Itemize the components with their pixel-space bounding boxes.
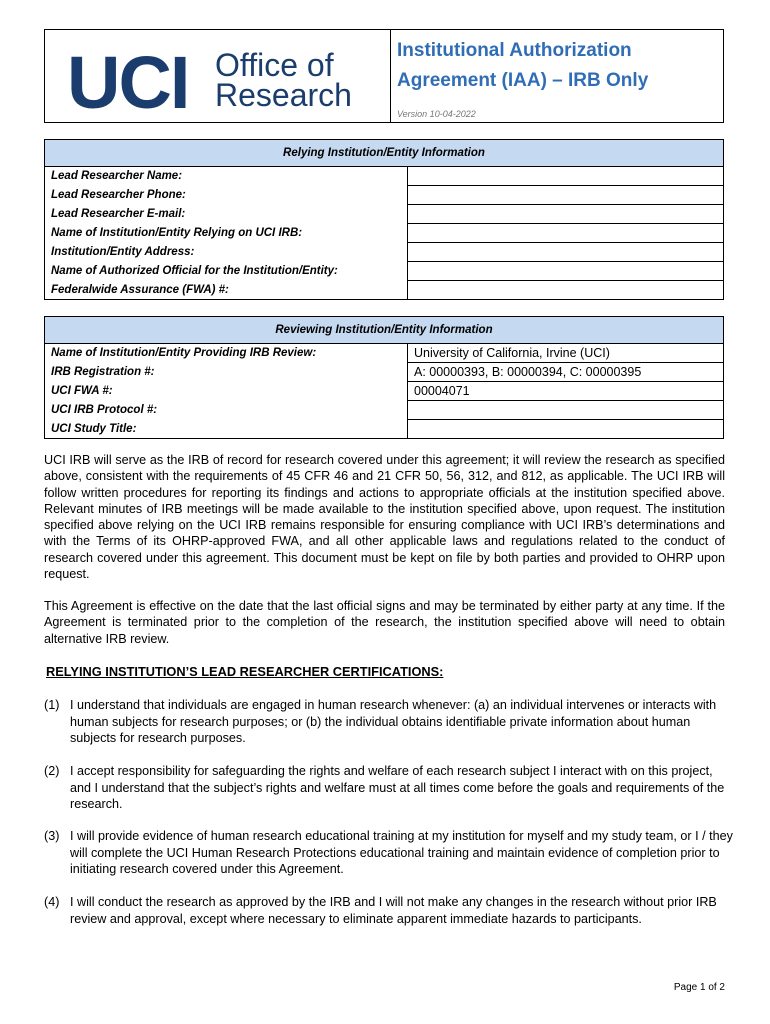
- title-line-2: Agreement (IAA) – IRB Only: [397, 70, 649, 91]
- fwa-number-field[interactable]: [408, 281, 724, 300]
- relying-institution-name-field[interactable]: [408, 224, 724, 243]
- table-row: [45, 205, 724, 224]
- table-row: [45, 344, 724, 363]
- field-label: Lead Researcher Name:: [45, 167, 408, 186]
- table-row: [45, 186, 724, 205]
- table-row: [45, 363, 724, 382]
- irb-of-record-paragraph: UCI IRB will serve as the IRB of record for research covered under this agreement; it will review the research as specified above, consistent with the requirements of 45 CFR 46 and 21 CFR 50, 56, 312, and 812, as applicable. The UCI IRB will follow written procedures for reporting its findings and actions to appropriate officials at the institution specified above. Relevant minutes of IRB meetings will be made available to the institution specified above, upon request. The institution specified above relying on the UCI IRB remains responsible for ensuring compliance with UCI IRB’s determinations and with the Terms of its OHRP-approved FWA, and all other applicable laws and regulations related to the conduct of research covered under this agreement. This document must be kept on file by both parties and provided to OHRP upon request.: [44, 453, 725, 582]
- item-number: (4): [44, 895, 60, 909]
- field-label: Institution/Entity Address:: [45, 243, 408, 262]
- table-row: [45, 382, 724, 401]
- table-row: [45, 167, 724, 186]
- logo-mark: UCI: [67, 41, 189, 124]
- document-header: [44, 29, 724, 123]
- study-title-field[interactable]: [408, 420, 724, 439]
- item-text: I accept responsibility for safeguarding the rights and welfare of each research subject I interact with on this project, and I understand that the subject’s rights and welfare must at all times come before the goals and requirements of the research.: [70, 764, 725, 811]
- logo-line-1: Office of: [215, 47, 334, 83]
- item-text: I will provide evidence of human research educational training at my institution for myself and my study team, or I / they will complete the UCI Human Research Protections educational training and maintain evidence of completion prior to initiating research covered under this Agreement.: [70, 829, 733, 876]
- reviewing-institution-table: [44, 316, 724, 439]
- effective-date-paragraph: This Agreement is effective on the date that the last official signs and may be terminated by either party at any time. If the Agreement is terminated prior to the completion of the research, the institution specified above will need to obtain alternative IRB review.: [44, 599, 725, 646]
- lead-researcher-name-field[interactable]: [408, 167, 724, 186]
- uci-office-of-research-logo: [67, 41, 367, 124]
- lead-researcher-email-field[interactable]: [408, 205, 724, 224]
- field-label: IRB Registration #:: [45, 363, 408, 382]
- reviewing-table-heading: Reviewing Institution/Entity Information: [45, 317, 724, 344]
- certifications-heading: RELYING INSTITUTION’S LEAD RESEARCHER CERTIFICATIONS:: [46, 664, 444, 679]
- page-number: Page 1 of 2: [673, 982, 725, 993]
- table-row: [45, 243, 724, 262]
- field-label: UCI IRB Protocol #:: [45, 401, 408, 420]
- title-line-1: Institutional Authorization: [397, 40, 632, 61]
- table-row: [45, 420, 724, 439]
- relying-table-heading: Relying Institution/Entity Information: [45, 140, 724, 167]
- irb-protocol-field[interactable]: [408, 401, 724, 420]
- table-row: [45, 224, 724, 243]
- table-row: [45, 401, 724, 420]
- relying-institution-table: [44, 139, 724, 300]
- header-divider: [390, 30, 391, 122]
- version-label: Version 10-04-2022: [397, 109, 476, 119]
- uci-fwa-value: 00004071: [408, 382, 724, 401]
- logo-wordmark: [215, 47, 352, 113]
- field-label: Federalwide Assurance (FWA) #:: [45, 281, 408, 300]
- field-label: Lead Researcher E-mail:: [45, 205, 408, 224]
- table-row: [45, 262, 724, 281]
- logo-line-2: Research: [215, 77, 352, 113]
- field-label: Name of Institution/Entity Relying on UCI IRB:: [45, 224, 408, 243]
- field-label: Lead Researcher Phone:: [45, 186, 408, 205]
- reviewing-institution-value: University of California, Irvine (UCI): [408, 344, 724, 363]
- field-label: Name of Authorized Official for the Institution/Entity:: [45, 262, 408, 281]
- lead-researcher-phone-field[interactable]: [408, 186, 724, 205]
- irb-registration-value: A: 00000393, B: 00000394, C: 00000395: [408, 363, 724, 382]
- institution-address-field[interactable]: [408, 243, 724, 262]
- item-number: (3): [44, 829, 60, 843]
- document-title: [397, 36, 717, 96]
- item-number: (1): [44, 698, 60, 712]
- authorized-official-field[interactable]: [408, 262, 724, 281]
- field-label: UCI FWA #:: [45, 382, 408, 401]
- field-label: UCI Study Title:: [45, 420, 408, 439]
- table-row: [45, 281, 724, 300]
- item-text: I will conduct the research as approved by the IRB and I will not make any changes in the research without prior IRB review and approval, except where necessary to eliminate apparent immediate hazards to participants.: [70, 895, 717, 926]
- item-text: I understand that individuals are engaged in human research whenever: (a) an individual intervenes or interacts with human subjects for research purposes; or (b) the individual obtains identifiable private information about human subjects for research purposes.: [70, 698, 717, 745]
- item-number: (2): [44, 764, 60, 778]
- field-label: Name of Institution/Entity Providing IRB Review:: [45, 344, 408, 363]
